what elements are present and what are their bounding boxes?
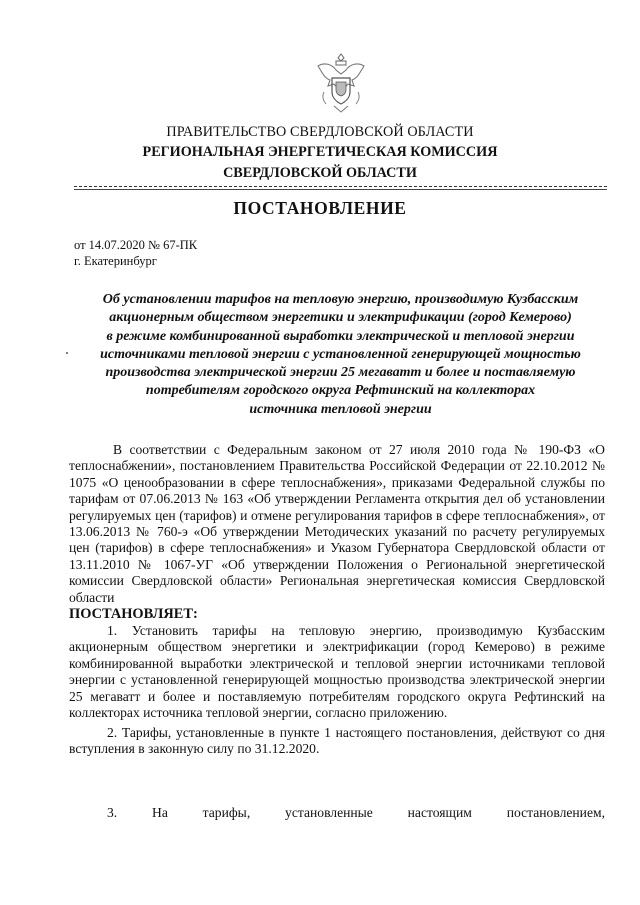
item-2-paragraph: 2. Тарифы, установленные в пункте 1 настоящего постановления, действуют со дня вступления в законную силу по 31.12.2020. (69, 724, 605, 756)
resolves-heading: ПОСТАНОВЛЯЕТ: (69, 606, 198, 623)
document-body (69, 442, 605, 757)
commission-name-line1: РЕГИОНАЛЬНАЯ ЭНЕРГЕТИЧЕСКАЯ КОМИССИЯ (142, 144, 498, 160)
document-title (74, 291, 607, 419)
issuer-header (0, 122, 640, 184)
header-divider (74, 189, 607, 190)
government-name: ПРАВИТЕЛЬСТВО СВЕРДЛОВСКОЙ ОБЛАСТИ (166, 124, 474, 140)
title-line: потребителям городского округа Рефтинский на коллекторах (145, 383, 536, 399)
date-number: от 14.07.2020 № 67-ПК (74, 238, 198, 252)
commission-name-line2: СВЕРДЛОВСКОЙ ОБЛАСТИ (223, 165, 417, 181)
document-type: ПОСТАНОВЛЕНИЕ (233, 198, 407, 218)
header-divider-dashed (74, 186, 607, 187)
title-line: Об установлении тарифов на тепловую энергию, производимую Кузбасским (102, 292, 579, 307)
title-line: в режиме комбинированной выработки электрической и тепловой энергии (106, 328, 575, 344)
title-line: производства электрической энергии 25 мегаватт и более и поставляемую (105, 365, 576, 381)
coat-of-arms-icon (314, 52, 368, 114)
preamble-paragraph: В соответствии с Федеральным законом от 27 июля 2010 года № 190-ФЗ «О теплоснабжении», постановлением Правительства Российской Федерации от 22.10.2012 № 1075 «О ценообразовании в сфере теплоснабжения», приказами Федеральной службы по тарифам от 07.06.2013 № 163 «Об утверждении Регламента открытия дел об установлении регулируемых цен (тарифов) и отмене регулирования тарифов в сфере теплоснабжения», от 13.06.2013 № 760-э «Об утверждении Методических указаний по расчету регулируемых цен (тарифов) в сфере теплоснабжения» и Указом Губернатора Свердловской области от 13.11.2010 № 1067-УГ «Об утверждении Положения о Региональной энергетической комиссии Свердловской области» Региональная энергетическая комиссия Свердловской области (69, 442, 605, 605)
item-3-paragraph: 3. На тарифы, установленные настоящим постановлением, (107, 805, 605, 820)
item-1-paragraph: 1. Установить тарифы на тепловую энергию, производимую Кузбасским акционерным обществом энергетики и электрификации (город Кемерово) в режиме комбинированной выработки электрической и тепловой энергии источниками тепловой энергии с установленной генерирующей мощностью производства электрической энергии 25 мегаватт и более и поставляемую потребителям городского округа Рефтинский на коллекторах источника тепловой энергии, согласно приложению. (69, 623, 605, 721)
document-meta (74, 237, 197, 269)
title-line: акционерным обществом энергетики и электрификации (город Кемерово) (109, 310, 572, 326)
title-line: источниками тепловой энергии с установленной генерирующей мощностью (100, 346, 581, 362)
place: г. Екатеринбург (74, 254, 157, 268)
title-line: источника тепловой энергии (249, 401, 432, 417)
margin-mark (66, 352, 68, 354)
